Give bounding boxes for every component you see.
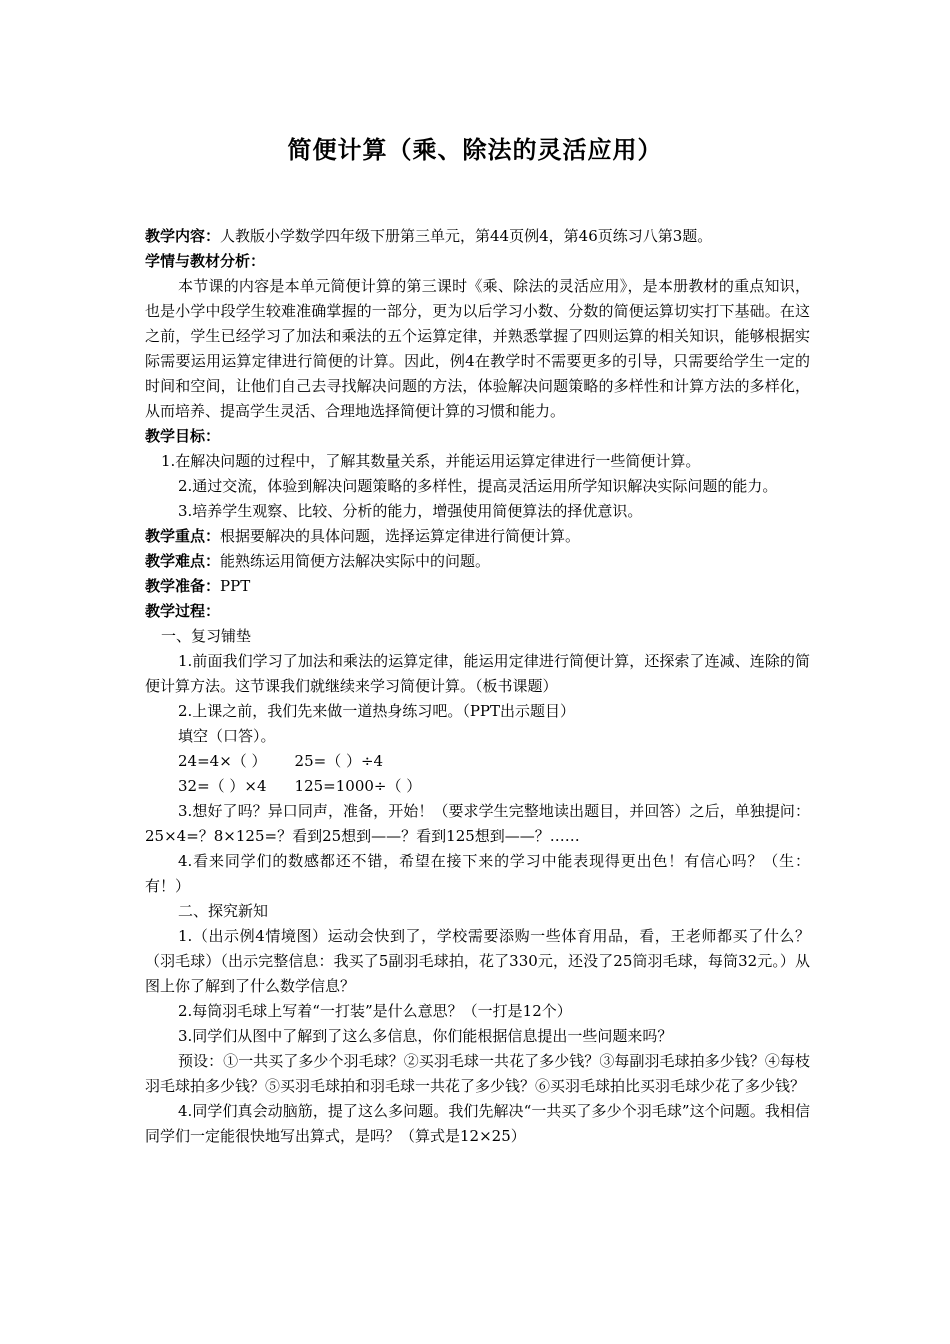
difficulty-line [145,549,810,574]
preparation-line [145,574,810,599]
review-paragraph-4: 3.想好了吗？异口同声，准备，开始！（要求学生完整地读出题目，并回答）之后，单独提问：25×4=？8×125=？看到25想到——？看到125想到——？…… [145,802,810,845]
equation-2a: 32=（ ）×4 [178,777,267,795]
explore-paragraph-1: 1.（出示例4情境图）运动会快到了，学校需要添购一些体育用品，看，王老师都买了什么？（羽毛球）（出示完整信息：我买了5副羽毛球拍，花了330元，还没了25筒羽毛球，每筒32元。）从图上你了解到了什么数学信息？ [145,927,810,995]
equation-row-2 [145,774,810,799]
review-paragraph-5: 4.看来同学们的数感都还不错，希望在接下来的学习中能表现得更出色！有信心吗？（生：有！） [145,852,810,895]
key-point-label: 教学重点： [145,527,221,545]
preparation-label: 教学准备： [145,577,221,595]
equation-1b: 25=（ ）÷4 [294,752,384,770]
equation-1a: 24=4×（ ） [178,752,267,770]
document-title: 简便计算（乘、除法的灵活应用） [287,135,663,164]
goal-item-3: 3.培养学生观察、比较、分析的能力，增强使用简便算法的择优意识。 [178,502,643,520]
process-label: 教学过程： [145,602,221,620]
goal-item-1: 1.在解决问题的过程中，了解其数量关系，并能运用运算定律进行一些简便计算。 [161,452,701,470]
teaching-content-label: 教学内容： [145,227,221,245]
section-heading-review: 一、复习铺垫 [161,627,252,645]
goal-item-2: 2.通过交流，体验到解决问题策略的多样性，提高灵活运用所学知识解决实际问题的能力。 [178,477,778,495]
explore-paragraph-3: 3.同学们从图中了解到了这么多信息，你们能根据信息提出一些问题来吗？ [178,1027,673,1045]
document-body [145,224,810,1149]
analysis-label: 学情与教材分析： [145,252,266,270]
analysis-paragraph: 本节课的内容是本单元简便计算的第三课时《乘、除法的灵活应用》，是本册教材的重点知识，也是小学中段学生较难准确掌握的一部分，更为以后学习小数、分数的简便运算切实打下基础。在这之前，学生已经学习了加法和乘法的五个运算定律，并熟悉掌握了四则运算的相关知识，能够根据实际需要运用运算定律进行简便的计算。因此，例4在教学时不需要更多的引导，只需要给学生一定的时间和空间，让他们自己去寻找解决问题的方法，体验解决问题策略的多样性和计算方法的多样化，从而培养、提高学生灵活、合理地选择简便计算的习惯和能力。 [145,277,810,420]
difficulty-text: 能熟练运用简便方法解决实际中的问题。 [220,552,491,570]
explore-paragraph-2: 2.每筒羽毛球上写着“一打装”是什么意思？（一打是12个） [178,1002,572,1020]
equation-row-1 [145,749,810,774]
explore-paragraph-4: 预设：①一共买了多少个羽毛球？②买羽毛球一共花了多少钱？③每副羽毛球拍多少钱？④每枝羽毛球拍多少钱？⑤买羽毛球拍和羽毛球一共花了多少钱？⑥买羽毛球拍比买羽毛球少花了多少钱？ [145,1052,810,1095]
review-paragraph-3: 填空（口答）。 [178,727,276,745]
teaching-content-line [145,224,810,249]
difficulty-label: 教学难点： [145,552,221,570]
explore-paragraph-5: 4.同学们真会动脑筋，提了这么多问题。我们先解决“一共买了多少个羽毛球”这个问题。我相信同学们一定能很快地写出算式，是吗？（算式是12×25） [145,1102,810,1145]
review-paragraph-2: 2.上课之前，我们先来做一道热身练习吧。（PPT出示题目） [178,702,576,720]
review-paragraph-1: 1.前面我们学习了加法和乘法的运算定律，能运用定律进行简便计算，还探索了连减、连除的简便计算方法。这节课我们就继续来学习简便计算。（板书课题） [145,652,810,695]
equation-2b: 125=1000÷（ ） [294,777,422,795]
key-point-line [145,524,810,549]
key-point-text: 根据要解决的具体问题，选择运算定律进行简便计算。 [220,527,581,545]
preparation-text: PPT [220,577,251,595]
goals-label: 教学目标： [145,427,221,445]
section-heading-explore: 二、探究新知 [178,902,269,920]
teaching-content-text: 人教版小学数学四年级下册第三单元，第44页例4，第46页练习八第3题。 [220,227,713,245]
